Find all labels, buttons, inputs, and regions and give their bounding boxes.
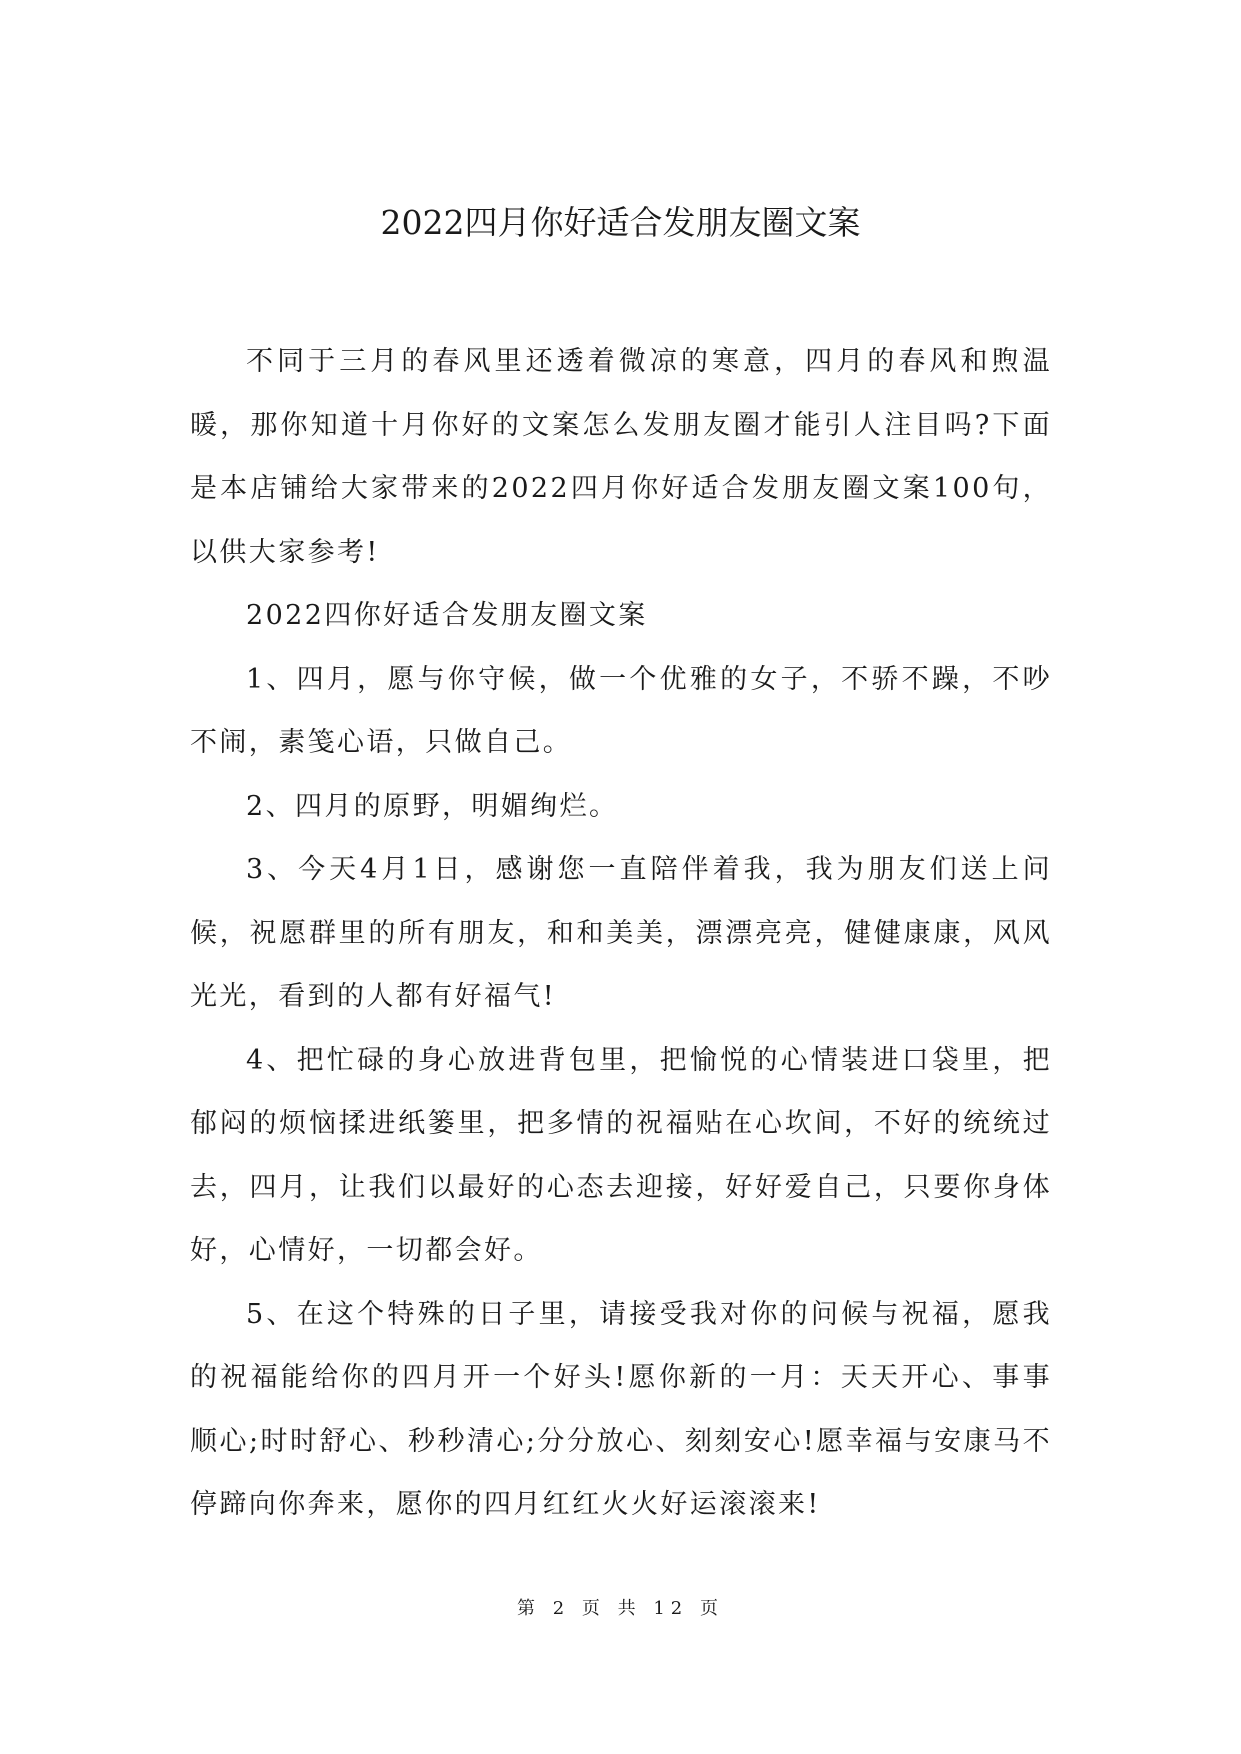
list-item: 1、四月，愿与你守候，做一个优雅的女子，不骄不躁，不吵不闹，素笺心语，只做自己。: [190, 663, 1052, 758]
page-number-footer: 第 2 页 共 12 页: [517, 1598, 724, 1619]
document-title: 2022四月你好适合发朋友圈文案: [380, 203, 861, 242]
list-item: 2、四月的原野，明媚绚烂。: [246, 790, 619, 822]
section-heading: 2022四你好适合发朋友圈文案: [246, 600, 648, 631]
document-body: [190, 330, 1052, 1537]
list-item: 4、把忙碌的身心放进背包里，把愉悦的心情装进口袋里，把郁闷的烦恼揉进纸篓里，把多情的祝福贴在心坎间，不好的统统过去，四月，让我们以最好的心态去迎接，好好爱自己，只要你身体好，心情好，一切都会好。: [190, 1044, 1052, 1266]
intro-paragraph: 不同于三月的春风里还透着微凉的寒意，四月的春风和煦温暖，那你知道十月你好的文案怎么发朋友圈才能引人注目吗?下面是本店铺给大家带来的2022四月你好适合发朋友圈文案100句，以供大家参考!: [190, 346, 1052, 568]
list-item: 5、在这个特殊的日子里，请接受我对你的问候与祝福，愿我的祝福能给你的四月开一个好头!愿你新的一月：天天开心、事事顺心;时时舒心、秒秒清心;分分放心、刻刻安心!愿幸福与安康马不停蹄向你奔来，愿你的四月红红火火好运滚滚来!: [190, 1298, 1052, 1520]
list-item: 3、今天4月1日，感谢您一直陪伴着我，我为朋友们送上问候，祝愿群里的所有朋友，和和美美，漂漂亮亮，健健康康，风风光光，看到的人都有好福气!: [190, 854, 1052, 1012]
